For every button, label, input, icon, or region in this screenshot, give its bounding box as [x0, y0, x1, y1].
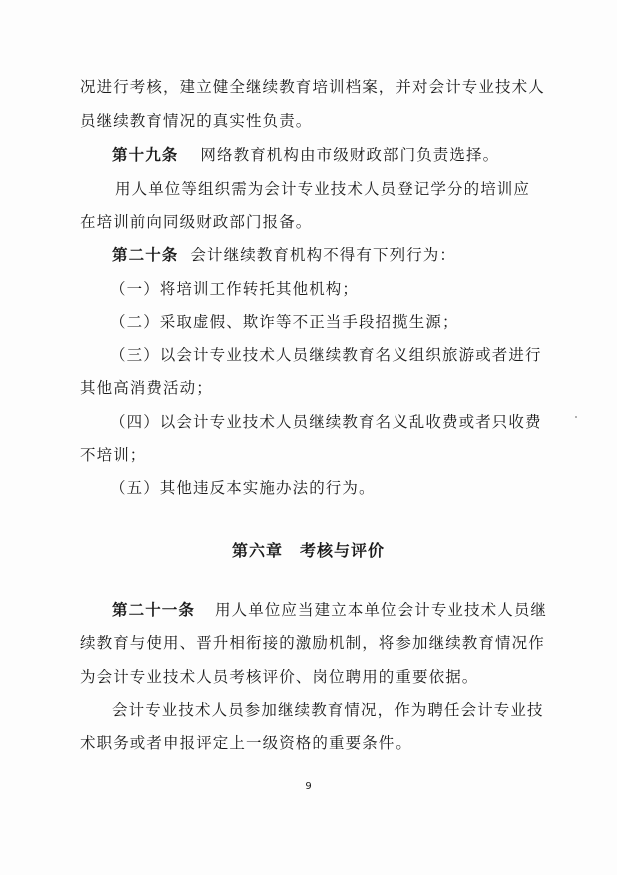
- article-19-line: [112, 145, 499, 165]
- article-20-line: [112, 245, 456, 265]
- list-item: （二）采取虚假、欺诈等不正当手段招揽生源；: [110, 313, 459, 331]
- list-item: （四）以会计专业技术人员继续教育名义乱收费或者只收费: [110, 413, 542, 431]
- text-line: 在培训前向同级财政部门报备。: [80, 213, 313, 231]
- text-line: 网络教育机构由市级财政部门负责选择。: [200, 146, 500, 164]
- list-item: （一）将培训工作转托其他机构；: [110, 280, 360, 298]
- list-item: （五）其他违反本实施办法的行为。: [110, 479, 376, 497]
- article-20-label: 第二十条: [112, 245, 179, 264]
- text-line: 术职务或者申报评定上一级资格的重要条件。: [80, 734, 413, 752]
- text-line: 续教育与使用、晋升相衔接的激励机制，将参加继续教育情况作: [80, 634, 545, 652]
- text-line: 其他高消费活动；: [80, 379, 213, 397]
- text-line: 用人单位等组织需为会计专业技术人员登记学分的培训应: [115, 180, 531, 198]
- article-21-label: 第二十一条: [112, 600, 196, 619]
- page-number: 9: [305, 781, 312, 792]
- text-line: 不培训；: [80, 446, 147, 464]
- article-19-label: 第十九条: [112, 145, 179, 164]
- text-line: 会计专业技术人员参加继续教育情况，作为聘任会计专业技: [112, 701, 544, 719]
- text-line: 为会计专业技术人员考核评价、岗位聘用的重要依据。: [80, 668, 479, 686]
- scan-speck: [575, 416, 577, 418]
- text-line: 用人单位应当建立本单位会计专业技术人员继: [215, 601, 548, 619]
- text-line: 员继续教育情况的真实性负责。: [80, 112, 313, 130]
- list-item: （三）以会计专业技术人员继续教育名义组织旅游或者进行: [110, 346, 542, 364]
- chapter-heading: 第六章 考核与评价: [231, 541, 385, 560]
- text-line: 会计继续教育机构不得有下列行为：: [190, 246, 457, 264]
- article-21-line: [112, 600, 547, 620]
- text-line: 况进行考核，建立健全继续教育培训档案，并对会计专业技术人: [80, 78, 545, 96]
